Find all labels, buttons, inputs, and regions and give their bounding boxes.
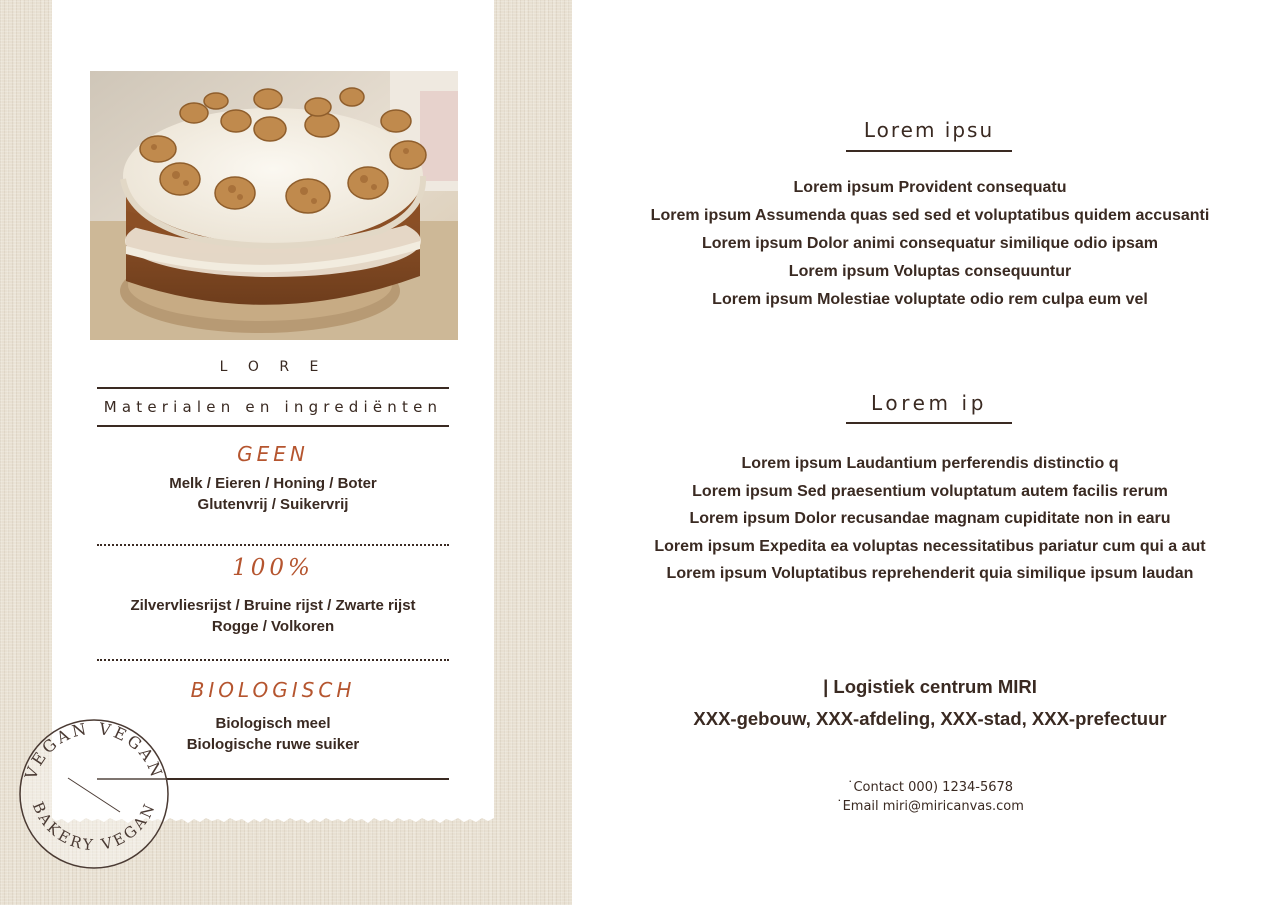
group-line: Biologische ruwe suiker [186,736,360,753]
list-item: Lorem ipsum Molestiae voluptate odio rem culpa eum vel [712,291,1148,308]
menu-label: L O R E [219,359,327,375]
stamp-bottom-text: BAKERY VEGAN [28,798,160,855]
address-line: XXX-gebouw, XXX-afdeling, XXX-stad, XXX-prefectuur [693,708,1167,729]
list-item: Lorem ipsum Assumenda quas sed sed et voluptatibus quidem accusanti [650,207,1210,224]
heading-underline [846,422,1012,424]
list-item: Lorem ipsum Voluptas consequuntur [788,263,1072,280]
vegan-bakery-stamp [16,716,172,872]
group-title-geen: GEEN [237,442,309,466]
dotted-divider [97,544,449,546]
list-item: Lorem ipsum Sed praesentium voluptatum autem facilis rerum [692,483,1168,500]
group-title-biologisch: BIOLOGISCH [190,678,356,702]
section-heading: Lorem ipsu [863,118,995,142]
section-heading: Lorem ip [870,391,987,415]
heading-underline [846,150,1012,152]
contact-phone: ˙Contact 000) 1234-5678 [846,780,1014,795]
list-item: Lorem ipsum Expedita ea voluptas necessitatibus pariatur cum qui a aut [654,538,1206,555]
list-item: Lorem ipsum Dolor animi consequatur similique odio ipsam [701,235,1159,252]
divider [97,387,449,389]
group-line: Rogge / Volkoren [211,618,335,635]
list-item: Lorem ipsum Laudantium perferendis distinctio q [741,455,1119,472]
section-title: Materialen en ingrediënten [103,398,443,416]
list-item: Lorem ipsum Voluptatibus reprehenderit quia similique ipsum laudan [666,565,1194,582]
group-title-100: 100% [232,555,314,581]
stamp-top-text: VEGAN VEGAN [20,718,168,782]
address-title: | Logistiek centrum MIRI [823,676,1037,697]
list-item: Lorem ipsum Dolor recusandae magnam cupiditate non in earu [689,510,1171,527]
divider [97,425,449,427]
group-line: Melk / Eieren / Honing / Boter [169,475,377,492]
group-line: Glutenvrij / Suikervrij [197,496,349,513]
cake-photo [90,71,458,340]
dotted-divider [97,659,449,661]
group-line: Biologisch meel [215,715,331,732]
group-line: Zilvervliesrijst / Bruine rijst / Zwarte rijst [130,597,416,614]
contact-email: ˙Email miri@miricanvas.com [836,799,1024,814]
list-item: Lorem ipsum Provident consequatu [793,179,1067,196]
